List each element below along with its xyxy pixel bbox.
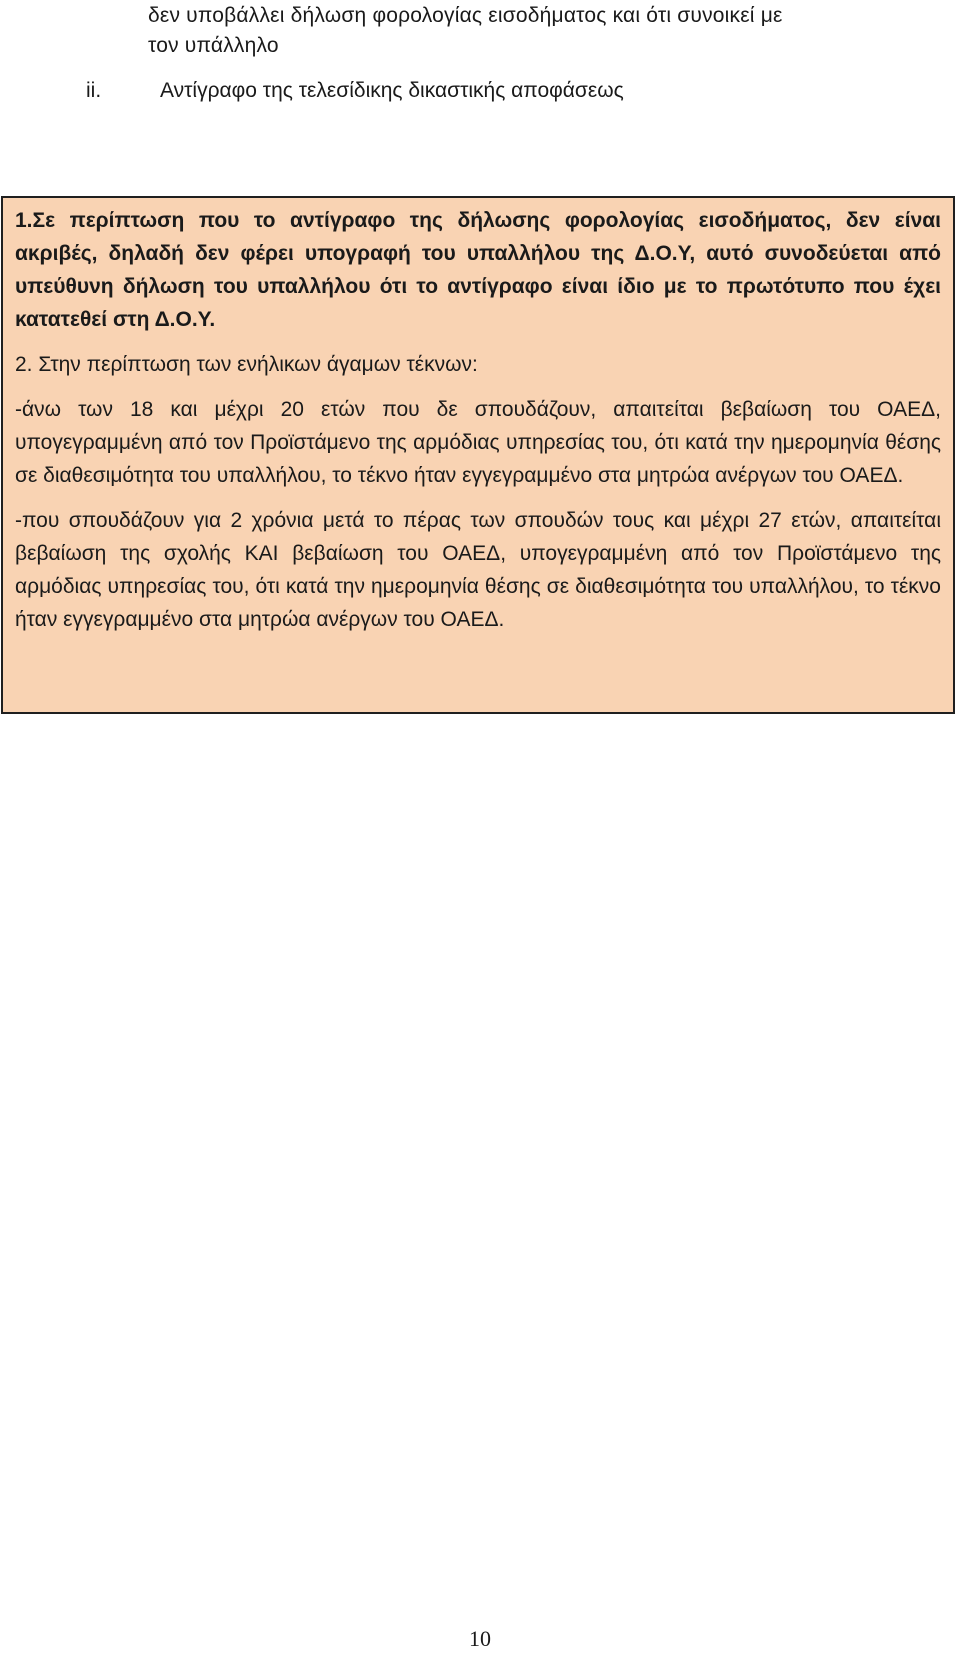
note-paragraph-4: -που σπουδάζουν για 2 χρόνια μετά το πέρας των σπουδών τους και μέχρι 27 ετών, απαιτείται βεβαίωση της σχολής ΚΑΙ βεβαίωση του ΟΑΕΔ, υπογεγραμμένη από τον Προϊστάμενο της αρμόδιας υπηρεσίας του, ότι κατά την ημερομηνία θέσης σε διαθεσιμότητα του υπαλλήλου, το τέκνο ήταν εγγεγραμμένο στα μητρώα ανέργων του ΟΑΕΔ. — [15, 509, 941, 631]
highlighted-notes-box — [1, 196, 955, 714]
continuation-line-2: τον υπάλληλο — [148, 34, 279, 57]
list-item-number: ii. — [86, 79, 102, 102]
list-item-text: Αντίγραφο της τελεσίδικης δικαστικής αποφάσεως — [160, 79, 624, 102]
page-number: 10 — [469, 1626, 491, 1651]
continuation-line-1: δεν υποβάλλει δήλωση φορολογίας εισοδήματος και ότι συνοικεί με — [148, 4, 783, 27]
note-paragraph-3: -άνω των 18 και μέχρι 20 ετών που δε σπουδάζουν, απαιτείται βεβαίωση του ΟΑΕΔ, υπογεγραμμένη από τον Προϊστάμενο της αρμόδιας υπηρεσίας του, ότι κατά την ημερομηνία θέσης σε διαθεσιμότητα του υπαλλήλου, το τέκνο ήταν εγγεγραμμένο στα μητρώα ανέργων του ΟΑΕΔ. — [15, 398, 941, 487]
note-paragraph-1: 1.Σε περίπτωση που το αντίγραφο της δήλωσης φορολογίας εισοδήματος, δεν είναι ακριβές, δηλαδή δεν φέρει υπογραφή του υπαλλήλου της Δ.Ο.Υ, αυτό συνοδεύεται από υπεύθυνη δήλωση του υπαλλήλου ότι το αντίγραφο είναι ίδιο με το πρωτότυπο που έχει κατατεθεί στη Δ.Ο.Υ. — [15, 209, 941, 331]
note-paragraph-2: 2. Στην περίπτωση των ενήλικων άγαμων τέκνων: — [15, 353, 478, 376]
